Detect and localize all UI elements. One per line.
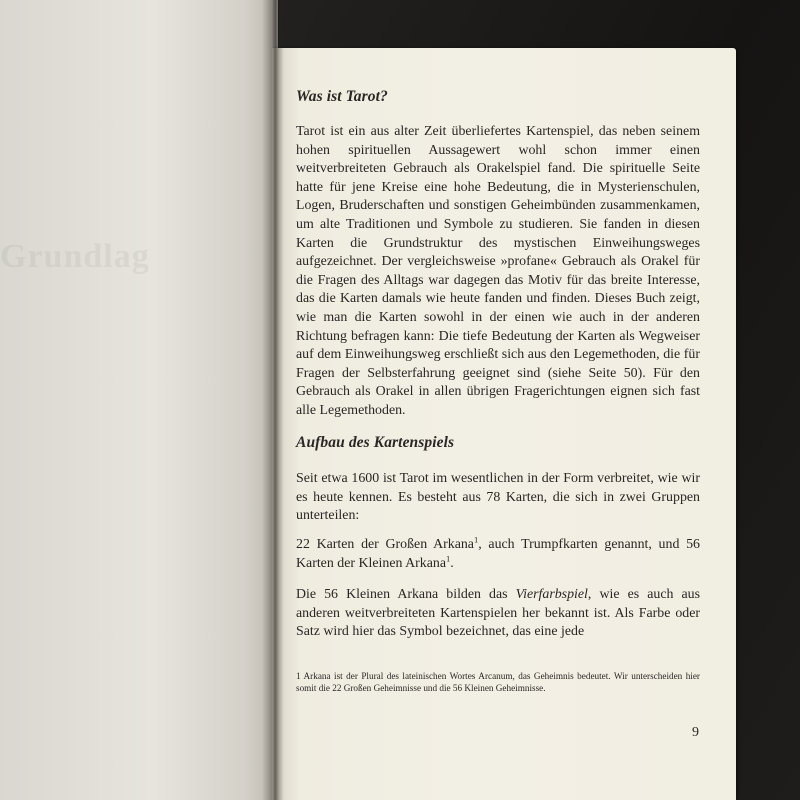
footnote-marker: 1 [473,534,479,545]
minor-arcana-italic-term: Vierfarbspiel [515,587,588,602]
paragraph-arcana-groups [296,536,700,573]
arcana-text-c: . [450,555,454,571]
paragraph-deck-history: Seit etwa 1600 ist Tarot im wesentlichen in der Form verbreitet, wie wir es heute kennen. Es besteht aus 78 Karten, die sich in zwei Gruppen unterteilen: [296,471,700,524]
footnote-marker: 1 [446,552,451,563]
book-gutter [262,0,284,800]
arcana-text-b: , auch Trumpfkarten genannt, und 56 Karten der Kleinen Arkana [296,537,700,571]
page-number: 9 [692,725,699,740]
left-page-bleedthrough-text: Grundlag [0,238,150,275]
left-page [0,0,278,800]
section-heading-what-is-tarot: Was ist Tarot? [296,88,388,105]
paragraph-minor-arcana [296,586,700,642]
footnote: 1 Arkana ist der Plural des lateinischen Wortes Arcanum, das Geheimnis bedeutet. Wir unterscheiden hier somit die 22 Großen Geheimnisse und die 56 Kleinen Geheimnisse. [296,671,700,693]
minor-arcana-text-a: Die 56 Kleinen Arkana bilden das [296,587,516,602]
section-heading-deck-structure: Aufbau des Kartenspiels [296,434,455,451]
paragraph-what-is-tarot: Tarot ist ein aus alter Zeit überliefertes Kartenspiel, das neben seinem hohen spirituellen Aussagewert wohl schon immer einen weitverbreiteten Gebrauch als Orakelspiel fand. Die spirituelle Seite hatte für jene Kreise eine hohe Bedeutung, die in Mysterienschulen, Logen, Bruderschaften und sonstigen Geheimbünden zusammenkamen, um alte Traditionen und Symbole zu studieren. Sie fanden in diesen Karten die Grundstruktur des mystischen Einweihungsweges aufgezeichnet. Der vergleichsweise »profane« Gebrauch als Orakel für die Fragen des Alltags war dagegen das Motiv für das breite Interesse, das die Karten damals wie heute fanden und finden. Dieses Buch zeigt, wie man die Karten sowohl in der einen wie auch in der anderen Richtung befragen kann: Die tiefe Bedeutung der Karten als Wegweiser auf dem Einweihungsweg erschließt sich aus den Legemethoden, die für Fragen der Selbsterfahrung geeignet sind (siehe Seite 50). Für den Gebrauch als Orakel in allen übrigen Fragerichtungen eignen sich fast alle Legemethoden. [296,124,700,418]
arcana-text-a: 22 Karten der Großen Arkana [296,537,474,552]
minor-arcana-text-b: , wie es auch aus anderen weitverbreiteten Kartenspielen her bekannt ist. Als Farbe oder Satz wird hier das Symbol bezeichnet, das eine jede [296,587,700,640]
